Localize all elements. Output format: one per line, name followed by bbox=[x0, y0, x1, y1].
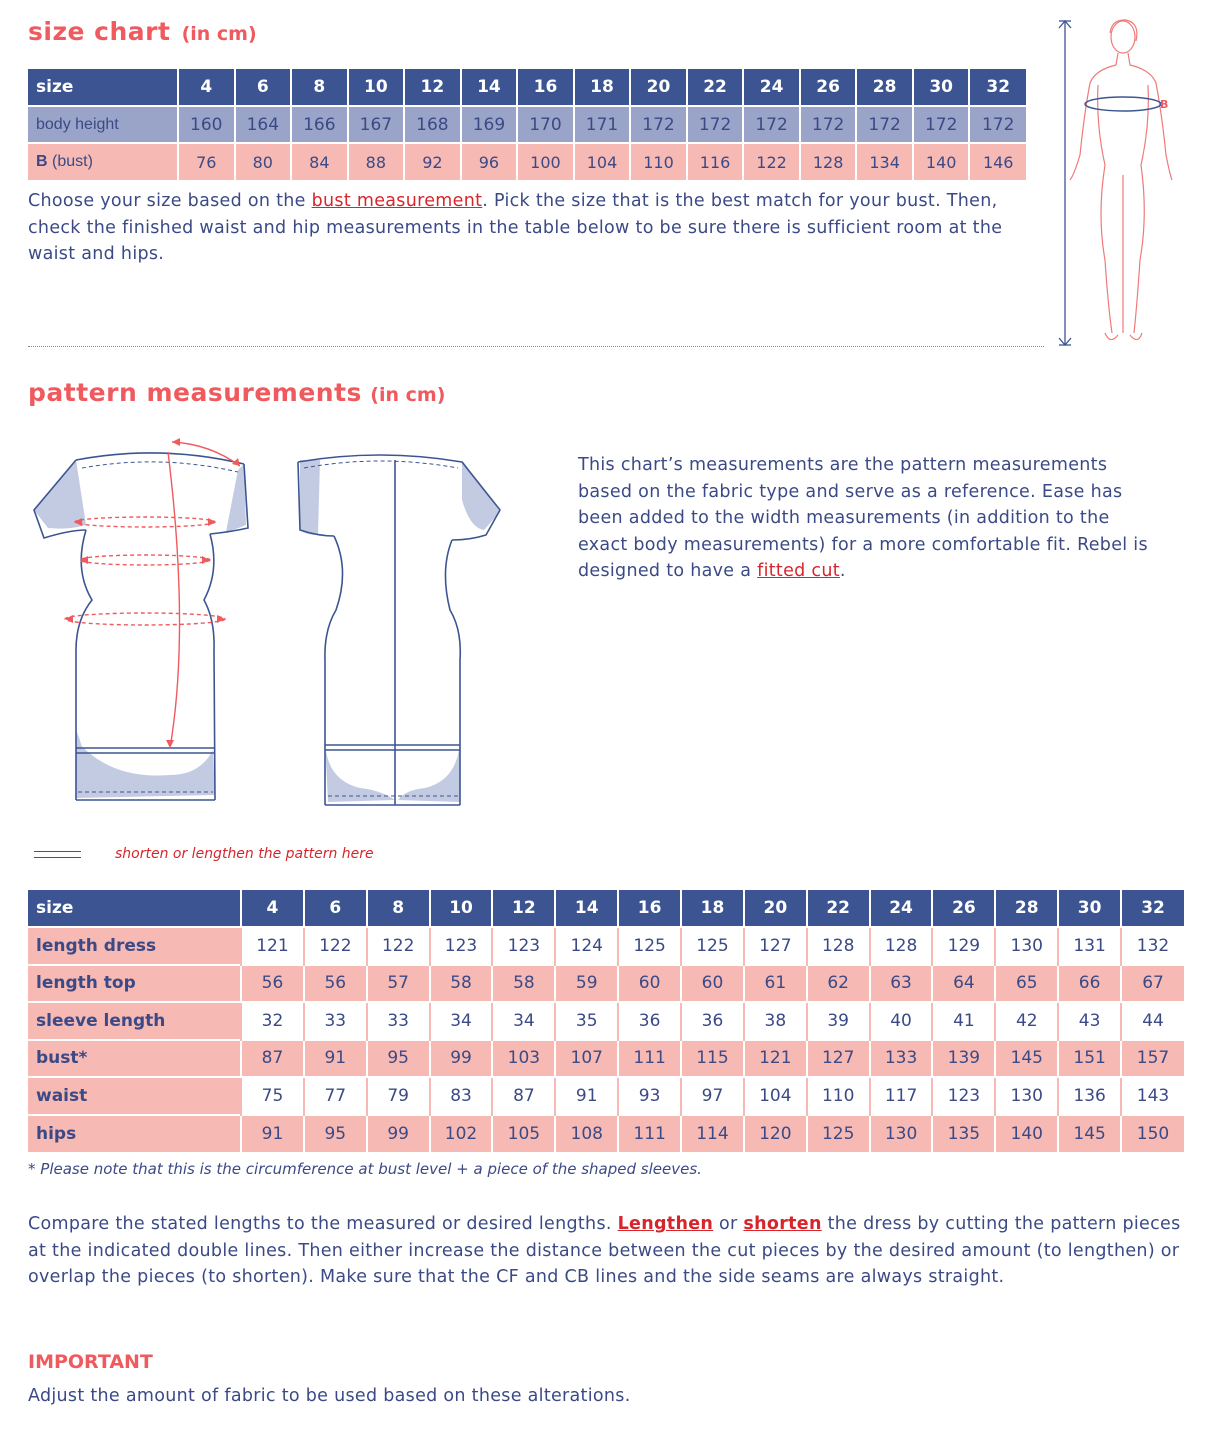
pattern-cell: 130 bbox=[995, 1077, 1058, 1115]
pattern-measurements-table bbox=[28, 890, 1184, 1152]
pattern-cell: 99 bbox=[430, 1040, 493, 1078]
pattern-size-header-cell: 20 bbox=[744, 890, 807, 927]
pattern-cell: 60 bbox=[618, 965, 681, 1003]
pattern-cell: 95 bbox=[367, 1040, 430, 1078]
pattern-cell: 135 bbox=[932, 1115, 995, 1153]
pattern-cell: 121 bbox=[744, 1040, 807, 1078]
pattern-cell: 44 bbox=[1121, 1002, 1184, 1040]
pattern-cell: 145 bbox=[1058, 1115, 1121, 1153]
size-header-cell: 14 bbox=[461, 69, 518, 106]
dress-back-illustration bbox=[290, 440, 510, 820]
pattern-cell: 130 bbox=[995, 927, 1058, 965]
pattern-row bbox=[28, 1115, 1184, 1153]
pattern-cell: 39 bbox=[807, 1002, 870, 1040]
bust-cell: 104 bbox=[574, 143, 631, 180]
pattern-size-header-cell: 10 bbox=[430, 890, 493, 927]
body-height-cell: 166 bbox=[291, 106, 348, 143]
pattern-cell: 110 bbox=[807, 1077, 870, 1115]
pattern-cell: 58 bbox=[430, 965, 493, 1003]
pattern-cell: 125 bbox=[618, 927, 681, 965]
bust-cell: 88 bbox=[348, 143, 405, 180]
pattern-row-label: hips bbox=[28, 1115, 241, 1153]
pattern-cell: 91 bbox=[555, 1077, 618, 1115]
pattern-cell: 79 bbox=[367, 1077, 430, 1115]
pattern-row-label: bust* bbox=[28, 1040, 241, 1078]
pattern-row bbox=[28, 1077, 1184, 1115]
bust-cell: 146 bbox=[969, 143, 1026, 180]
pattern-cell: 102 bbox=[430, 1115, 493, 1153]
pattern-cell: 115 bbox=[681, 1040, 744, 1078]
pattern-cell: 60 bbox=[681, 965, 744, 1003]
body-height-cell: 164 bbox=[235, 106, 292, 143]
pattern-cell: 120 bbox=[744, 1115, 807, 1153]
pattern-size-header-cell: 28 bbox=[995, 890, 1058, 927]
pattern-cell: 114 bbox=[681, 1115, 744, 1153]
pattern-row bbox=[28, 1040, 1184, 1078]
pattern-cell: 143 bbox=[1121, 1077, 1184, 1115]
pattern-cell: 140 bbox=[995, 1115, 1058, 1153]
body-height-cell: 169 bbox=[461, 106, 518, 143]
bust-label: B (bust) bbox=[28, 143, 178, 180]
pattern-cell: 127 bbox=[744, 927, 807, 965]
size-header-cell: 10 bbox=[348, 69, 405, 106]
pattern-cell: 67 bbox=[1121, 965, 1184, 1003]
lengthen-link[interactable]: Lengthen bbox=[617, 1214, 714, 1234]
pattern-size-header-cell: 22 bbox=[807, 890, 870, 927]
size-header-cell: 4 bbox=[178, 69, 235, 106]
pattern-cell: 83 bbox=[430, 1077, 493, 1115]
pattern-size-header-cell: 14 bbox=[555, 890, 618, 927]
pattern-cell: 87 bbox=[492, 1077, 555, 1115]
size-header-label: size bbox=[28, 69, 178, 106]
pattern-cell: 33 bbox=[304, 1002, 367, 1040]
important-label: IMPORTANT bbox=[28, 1351, 153, 1373]
bust-cell: 128 bbox=[800, 143, 857, 180]
body-height-row bbox=[28, 106, 1026, 143]
bust-cell: 100 bbox=[517, 143, 574, 180]
alteration-instructions: Compare the stated lengths to the measured or desired lengths. Lengthen or shorten the dress by cutting the pattern pieces at the indicated double lines. Then either increase the distance between the cut pieces by the desired amount (to lengthen) or overlap the pieces (to shorten). Make sure that the CF and CB lines and the side seams are always straight. bbox=[28, 1214, 1181, 1287]
pattern-cell: 123 bbox=[430, 927, 493, 965]
body-height-cell: 171 bbox=[574, 106, 631, 143]
size-header-cell: 22 bbox=[687, 69, 744, 106]
pattern-cell: 108 bbox=[555, 1115, 618, 1153]
pattern-cell: 124 bbox=[555, 927, 618, 965]
bust-measurement-link[interactable]: bust measurement bbox=[311, 191, 483, 211]
size-header-cell: 26 bbox=[800, 69, 857, 106]
pattern-cell: 150 bbox=[1121, 1115, 1184, 1153]
shorten-link[interactable]: shorten bbox=[743, 1214, 822, 1234]
size-header-cell: 18 bbox=[574, 69, 631, 106]
pattern-cell: 87 bbox=[241, 1040, 304, 1078]
pattern-size-header-cell: 4 bbox=[241, 890, 304, 927]
body-height-cell: 172 bbox=[856, 106, 913, 143]
body-height-cell: 168 bbox=[404, 106, 461, 143]
bust-cell: 80 bbox=[235, 143, 292, 180]
pattern-cell: 122 bbox=[367, 927, 430, 965]
body-height-label: body height bbox=[28, 106, 178, 143]
pattern-size-header-cell: 8 bbox=[367, 890, 430, 927]
body-height-cell: 167 bbox=[348, 106, 405, 143]
pattern-cell: 66 bbox=[1058, 965, 1121, 1003]
pattern-cell: 56 bbox=[304, 965, 367, 1003]
pattern-cell: 122 bbox=[304, 927, 367, 965]
pattern-cell: 42 bbox=[995, 1002, 1058, 1040]
pattern-cell: 93 bbox=[618, 1077, 681, 1115]
pattern-cell: 139 bbox=[932, 1040, 995, 1078]
pattern-cell: 41 bbox=[932, 1002, 995, 1040]
pattern-cell: 61 bbox=[744, 965, 807, 1003]
pattern-cell: 128 bbox=[870, 927, 933, 965]
size-chart-instructions: Choose your size based on the bust measurement. Pick the size that is the best match for your bust. Then, check the finished waist and hip measurements in the table below to be sure there is sufficient room at the waist and hips. bbox=[28, 191, 1003, 264]
size-chart-table bbox=[28, 69, 1026, 180]
pattern-cell: 58 bbox=[492, 965, 555, 1003]
pattern-cell: 56 bbox=[241, 965, 304, 1003]
pattern-cell: 59 bbox=[555, 965, 618, 1003]
body-height-cell: 172 bbox=[969, 106, 1026, 143]
section-divider bbox=[28, 346, 1044, 347]
size-chart-header-row bbox=[28, 69, 1026, 106]
size-chart-title: size chart (in cm) bbox=[28, 17, 257, 46]
bust-cell: 84 bbox=[291, 143, 348, 180]
pattern-cell: 123 bbox=[492, 927, 555, 965]
body-height-cell: 172 bbox=[913, 106, 970, 143]
pattern-cell: 107 bbox=[555, 1040, 618, 1078]
pattern-cell: 91 bbox=[304, 1040, 367, 1078]
body-height-cell: 172 bbox=[800, 106, 857, 143]
pattern-size-header-cell: 18 bbox=[681, 890, 744, 927]
shorten-lengthen-legend-text: shorten or lengthen the pattern here bbox=[115, 846, 374, 862]
pattern-cell: 128 bbox=[807, 927, 870, 965]
body-height-cell: 160 bbox=[178, 106, 235, 143]
pattern-cell: 125 bbox=[681, 927, 744, 965]
pattern-size-header-label: size bbox=[28, 890, 241, 927]
pattern-cell: 117 bbox=[870, 1077, 933, 1115]
pattern-cell: 132 bbox=[1121, 927, 1184, 965]
pattern-description: This chart’s measurements are the pattern measurements based on the fabric type and serve as a reference. Ease has been added to the width measurements (in addition to the exact body measurements) for a more comfortable fit. Rebel is designed to have a fitted cut. bbox=[578, 455, 1148, 581]
pattern-cell: 111 bbox=[618, 1040, 681, 1078]
body-height-cell: 172 bbox=[630, 106, 687, 143]
pattern-row-label: length dress bbox=[28, 927, 241, 965]
pattern-cell: 62 bbox=[807, 965, 870, 1003]
pattern-cell: 136 bbox=[1058, 1077, 1121, 1115]
size-header-cell: 16 bbox=[517, 69, 574, 106]
pattern-row-label: sleeve length bbox=[28, 1002, 241, 1040]
bust-cell: 140 bbox=[913, 143, 970, 180]
bust-cell: 116 bbox=[687, 143, 744, 180]
body-height-cell: 172 bbox=[687, 106, 744, 143]
pattern-cell: 111 bbox=[618, 1115, 681, 1153]
pattern-cell: 123 bbox=[932, 1077, 995, 1115]
bust-cell: 134 bbox=[856, 143, 913, 180]
bust-cell: 122 bbox=[743, 143, 800, 180]
pattern-size-header-cell: 6 bbox=[304, 890, 367, 927]
pattern-cell: 121 bbox=[241, 927, 304, 965]
pattern-cell: 65 bbox=[995, 965, 1058, 1003]
pattern-cell: 133 bbox=[870, 1040, 933, 1078]
bust-cell: 110 bbox=[630, 143, 687, 180]
pattern-cell: 64 bbox=[932, 965, 995, 1003]
pattern-cell: 36 bbox=[681, 1002, 744, 1040]
size-header-cell: 32 bbox=[969, 69, 1026, 106]
pattern-cell: 151 bbox=[1058, 1040, 1121, 1078]
pattern-size-header-cell: 12 bbox=[492, 890, 555, 927]
pattern-measurements-title: pattern measurements (in cm) bbox=[28, 378, 446, 407]
pattern-cell: 57 bbox=[367, 965, 430, 1003]
pattern-cell: 43 bbox=[1058, 1002, 1121, 1040]
pattern-cell: 38 bbox=[744, 1002, 807, 1040]
pattern-size-header-cell: 26 bbox=[932, 890, 995, 927]
pattern-cell: 32 bbox=[241, 1002, 304, 1040]
size-header-cell: 20 bbox=[630, 69, 687, 106]
size-header-cell: 6 bbox=[235, 69, 292, 106]
bust-cell: 76 bbox=[178, 143, 235, 180]
pattern-cell: 63 bbox=[870, 965, 933, 1003]
pattern-cell: 33 bbox=[367, 1002, 430, 1040]
pattern-cell: 129 bbox=[932, 927, 995, 965]
size-header-cell: 8 bbox=[291, 69, 348, 106]
size-header-cell: 30 bbox=[913, 69, 970, 106]
pattern-size-header-cell: 24 bbox=[870, 890, 933, 927]
pattern-cell: 104 bbox=[744, 1077, 807, 1115]
pattern-cell: 99 bbox=[367, 1115, 430, 1153]
pattern-header-row bbox=[28, 890, 1184, 927]
pattern-cell: 95 bbox=[304, 1115, 367, 1153]
size-header-cell: 12 bbox=[404, 69, 461, 106]
size-header-cell: 24 bbox=[743, 69, 800, 106]
fitted-cut-link[interactable]: fitted cut bbox=[757, 561, 840, 581]
bust-cell: 92 bbox=[404, 143, 461, 180]
bust-footnote: * Please note that this is the circumference at bust level + a piece of the shaped sleeves. bbox=[28, 1160, 702, 1178]
pattern-cell: 130 bbox=[870, 1115, 933, 1153]
body-figure-illustration bbox=[1050, 15, 1190, 355]
pattern-cell: 125 bbox=[807, 1115, 870, 1153]
size-header-cell: 28 bbox=[856, 69, 913, 106]
bust-row bbox=[28, 143, 1026, 180]
pattern-cell: 34 bbox=[430, 1002, 493, 1040]
pattern-row-label: length top bbox=[28, 965, 241, 1003]
pattern-size-header-cell: 32 bbox=[1121, 890, 1184, 927]
pattern-cell: 157 bbox=[1121, 1040, 1184, 1078]
dress-front-illustration bbox=[30, 430, 260, 810]
pattern-cell: 77 bbox=[304, 1077, 367, 1115]
pattern-cell: 36 bbox=[618, 1002, 681, 1040]
bust-marker-label: B bbox=[1160, 98, 1169, 111]
pattern-cell: 105 bbox=[492, 1115, 555, 1153]
pattern-cell: 40 bbox=[870, 1002, 933, 1040]
pattern-cell: 91 bbox=[241, 1115, 304, 1153]
shorten-lengthen-legend-icon bbox=[34, 851, 81, 858]
pattern-cell: 34 bbox=[492, 1002, 555, 1040]
pattern-size-header-cell: 30 bbox=[1058, 890, 1121, 927]
pattern-cell: 75 bbox=[241, 1077, 304, 1115]
pattern-cell: 103 bbox=[492, 1040, 555, 1078]
pattern-row bbox=[28, 1002, 1184, 1040]
pattern-cell: 131 bbox=[1058, 927, 1121, 965]
body-height-cell: 170 bbox=[517, 106, 574, 143]
body-height-cell: 172 bbox=[743, 106, 800, 143]
pattern-size-header-cell: 16 bbox=[618, 890, 681, 927]
pattern-row bbox=[28, 965, 1184, 1003]
pattern-cell: 97 bbox=[681, 1077, 744, 1115]
bust-cell: 96 bbox=[461, 143, 518, 180]
important-text: Adjust the amount of fabric to be used based on these alterations. bbox=[28, 1386, 631, 1406]
pattern-cell: 145 bbox=[995, 1040, 1058, 1078]
pattern-cell: 35 bbox=[555, 1002, 618, 1040]
pattern-row bbox=[28, 927, 1184, 965]
pattern-cell: 127 bbox=[807, 1040, 870, 1078]
pattern-row-label: waist bbox=[28, 1077, 241, 1115]
